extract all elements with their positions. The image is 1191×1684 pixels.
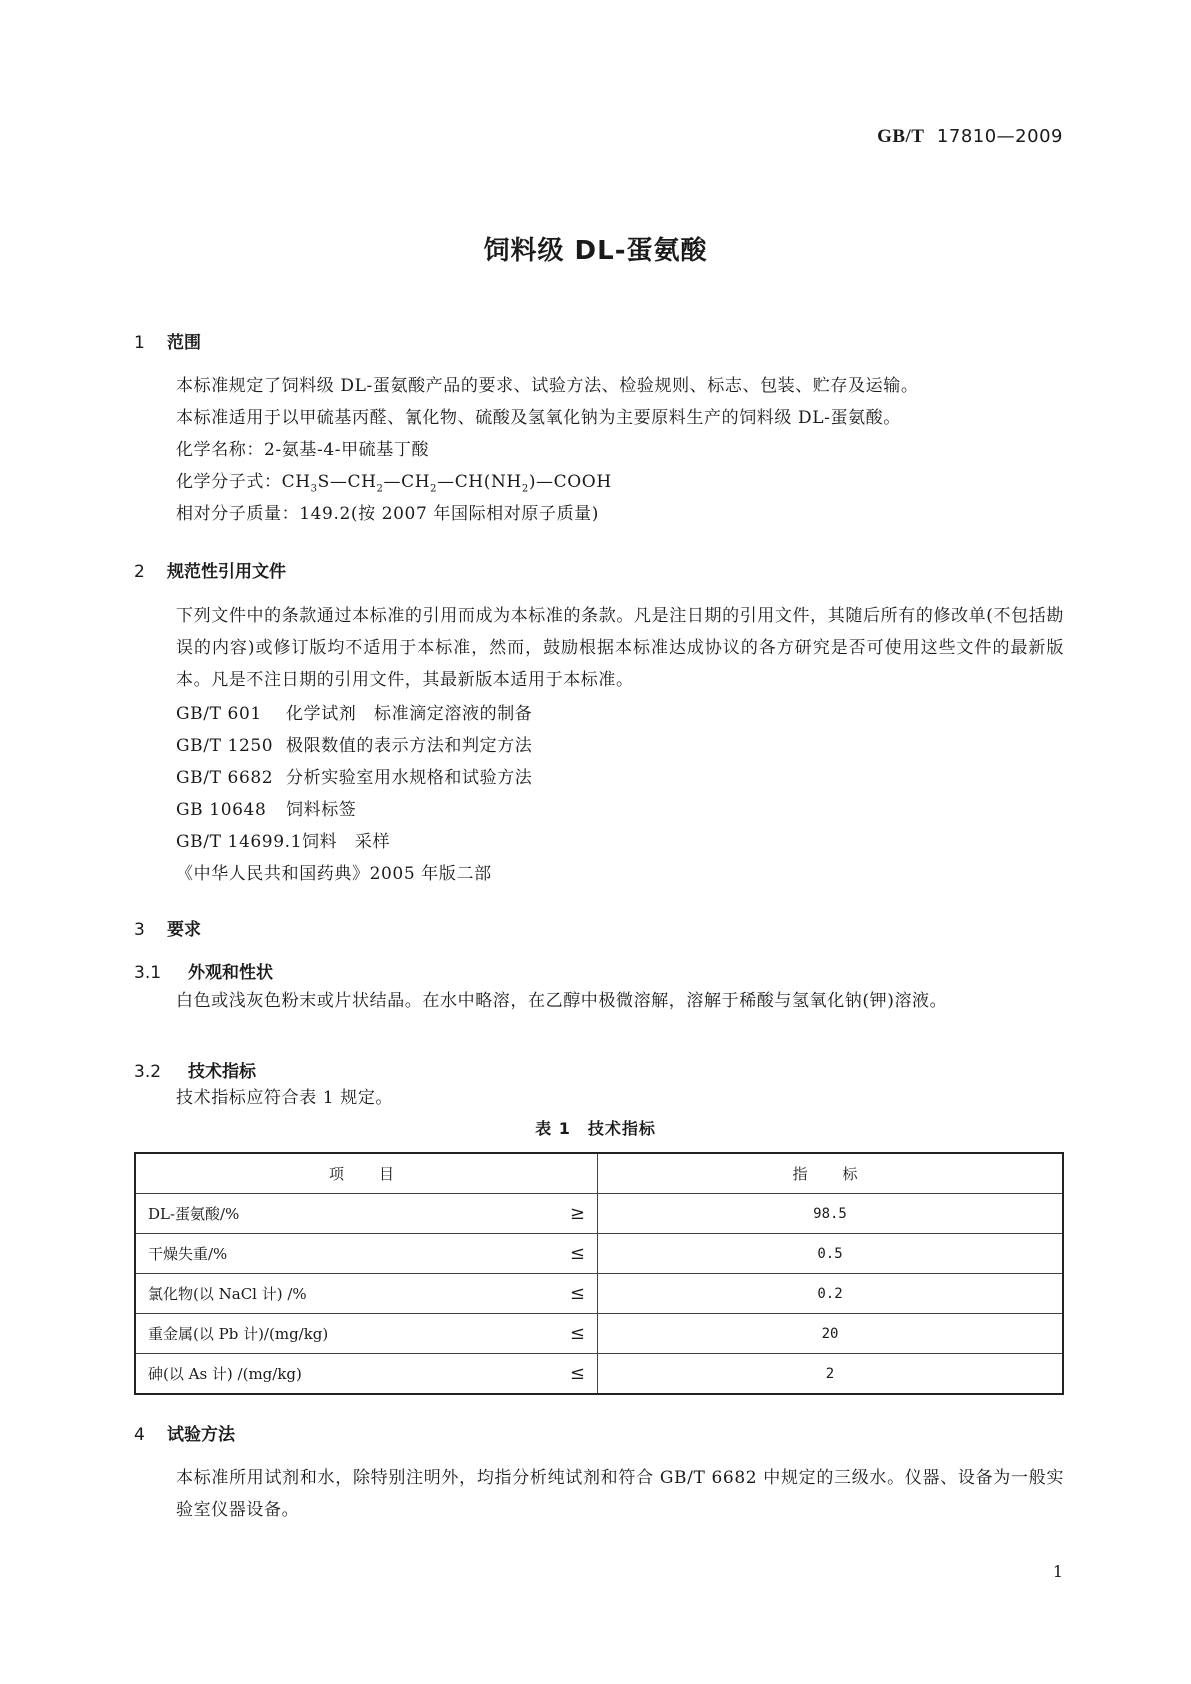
- row-symbol: ≤: [543, 1354, 598, 1395]
- page-number: 1: [1052, 1562, 1063, 1581]
- row-item: 干燥失重/%: [135, 1234, 543, 1274]
- section-1-heading: 1 范围: [134, 333, 201, 353]
- reference-item: GB/T 14699.1饲料 采样: [176, 832, 391, 852]
- row-value: 98.5: [598, 1194, 1064, 1234]
- section-3-2-heading: 3.2 技术指标: [134, 1062, 256, 1082]
- row-symbol: ≤: [543, 1274, 598, 1314]
- table-caption: 表 1 技术指标: [535, 1119, 656, 1138]
- table-row: [135, 1274, 1063, 1314]
- table-row: [135, 1354, 1063, 1395]
- reference-item: GB 10648 饲料标签: [176, 800, 357, 820]
- scope-line-2: 本标准适用于以甲硫基丙醛、氰化物、硫酸及氢氧化钠为主要原料生产的饲料级 DL-蛋氨酸。: [176, 408, 901, 428]
- row-value: 0.2: [598, 1274, 1064, 1314]
- standard-code: GB/T 17810—2009: [877, 126, 1063, 147]
- row-item: 砷(以 As 计) /(mg/kg): [135, 1354, 543, 1395]
- row-value: 2: [598, 1354, 1064, 1395]
- row-item: DL-蛋氨酸/%: [135, 1194, 543, 1234]
- row-symbol: ≤: [543, 1314, 598, 1354]
- reference-pharmacopoeia: 《中华人民共和国药典》2005 年版二部: [176, 864, 492, 884]
- column-header-item: 项 目: [135, 1153, 598, 1194]
- reference-item: GB/T 601 化学试剂 标准滴定溶液的制备: [176, 704, 533, 724]
- section-4-heading: 4 试验方法: [134, 1425, 235, 1445]
- spec-table: [134, 1152, 1064, 1395]
- appearance-paragraph: 白色或浅灰色粉末或片状结晶。在水中略溶，在乙醇中极微溶解，溶解于稀酸与氢氧化钠(钾)溶液。: [176, 991, 948, 1011]
- table-row: [135, 1314, 1063, 1354]
- table-row: [135, 1234, 1063, 1274]
- test-methods-paragraph: 本标准所用试剂和水，除特别注明外，均指分析纯试剂和符合 GB/T 6682 中规定的三级水。仪器、设备为一般实验室仪器设备。: [176, 1468, 1064, 1520]
- row-value: 20: [598, 1314, 1064, 1354]
- chemical-formula: 化学分子式：$CH_3S—CH_2—CH_2—CH(NH_2)—COOH$: [176, 472, 612, 495]
- formula-text: $CH_3S—CH_2—CH_2—CH(NH_2)—COOH$: [281, 472, 612, 495]
- section-3-heading: 3 要求: [134, 920, 201, 940]
- row-item: 重金属(以 Pb 计)/(mg/kg): [135, 1314, 543, 1354]
- row-symbol: ≤: [543, 1234, 598, 1274]
- row-value: 0.5: [598, 1234, 1064, 1274]
- spec-intro: 技术指标应符合表 1 规定。: [176, 1088, 394, 1108]
- reference-item: GB/T 6682 分析实验室用水规格和试验方法: [176, 768, 533, 788]
- row-item: 氯化物(以 NaCl 计) /%: [135, 1274, 543, 1314]
- reference-item: GB/T 1250 极限数值的表示方法和判定方法: [176, 736, 533, 756]
- table-header-row: [135, 1153, 1063, 1194]
- column-header-value: 指 标: [598, 1153, 1064, 1194]
- document-title: 饲料级 DL-蛋氨酸: [483, 236, 708, 266]
- table-row: [135, 1194, 1063, 1234]
- scope-line-1: 本标准规定了饲料级 DL-蛋氨酸产品的要求、试验方法、检验规则、标志、包装、贮存及运输。: [176, 376, 919, 396]
- chemical-name: 化学名称：2-氨基-4-甲硫基丁酸: [176, 440, 430, 460]
- molecular-mass: 相对分子质量：149.2(按 2007 年国际相对原子质量): [176, 504, 600, 524]
- row-symbol: ≥: [543, 1194, 598, 1234]
- section-2-heading: 2 规范性引用文件: [134, 562, 286, 582]
- normative-references-paragraph: 下列文件中的条款通过本标准的引用而成为本标准的条款。凡是注日期的引用文件，其随后所有的修改单(不包括勘误的内容)或修订版均不适用于本标准，然而，鼓励根据本标准达成协议的各方研究是否可使用这些文件的最新版本。凡是不注日期的引用文件，其最新版本适用于本标准。: [176, 606, 1064, 690]
- section-3-1-heading: 3.1 外观和性状: [134, 963, 273, 983]
